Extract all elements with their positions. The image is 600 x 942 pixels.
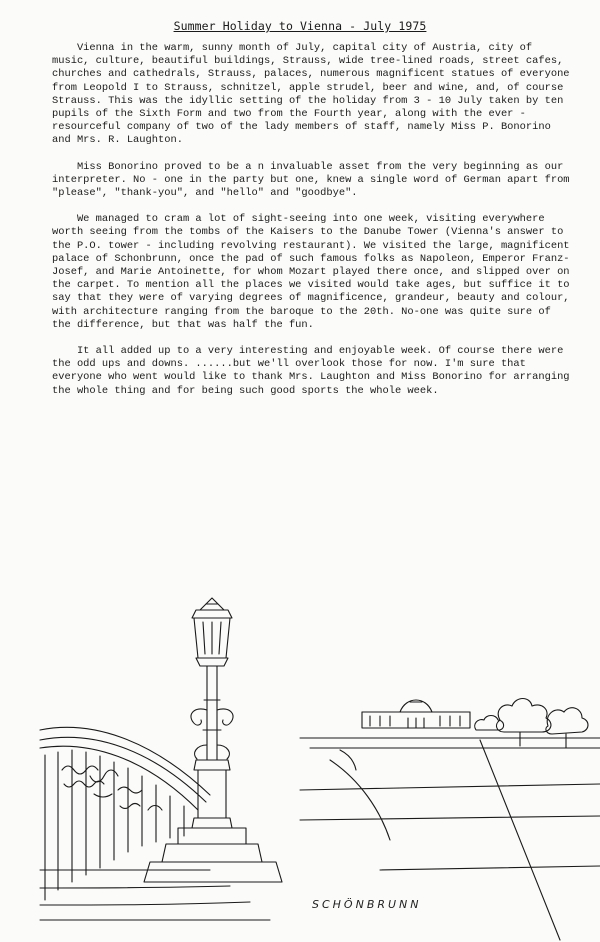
- paragraph-2: Miss Bonorino proved to be a n invaluable asset from the very beginning as our interpreter. No - one in the party but one, knew a single word of German apart from "please", "thank-you", and "hello" and "goodbye".: [52, 160, 570, 200]
- schonbrunn-sketch: [0, 570, 600, 942]
- lamp-post-drawing: [144, 598, 282, 882]
- paragraph-4: It all added up to a very interesting and enjoyable week. Of course there were the odd ups and downs. ......but we'll overlook those for now. I'm sure that everyone who went would like to thank Mrs. Laughton and Miss Bonorino for arranging the whole thing and for being such good sports the whole week.: [52, 345, 570, 397]
- paragraph-3: We managed to cram a lot of sight-seeing into one week, visiting everywhere worth seeing from the tombs of the Kaisers to the Danube Tower (Vienna's answer to the P.O. tower - including revolving restaurant). We visited the large, magnificent palace of Schonbrunn, once the pad of such famous folks as Napoleon, Emperor Franz-Josef, and Marie Antoinette, for whom Mozart played there once, and slipped over on the carpet. To mention all the places we visited would take ages, but suffice it to say that they were of varying degrees of magnificence, grandeur, beauty and colour, with architecture ranging from the baroque to the 20th. No-one was quite sure of the difference, but that was half the fun.: [52, 213, 570, 331]
- document-body: [52, 42, 570, 411]
- balustrade-drawing: [40, 727, 270, 920]
- paragraph-1: Vienna in the warm, sunny month of July, capital city of Austria, city of music, culture, beautiful buildings, Strauss, wide tree-lined roads, street cafes, churches and cathedrals, Strauss, palaces, numerous magnificent statues of everyone from Leopold I to Strauss, schnitzel, apple strudel, beer and wine, and, of course Strauss. This was the idyllic setting of the holiday from 3 - 10 July taken by ten pupils of the Sixth Form and two from the Fourth year, along with the ever - resourceful company of two of the lady members of staff, namely Miss P. Bonorino and Mrs. R. Laughton.: [52, 42, 570, 147]
- palace-drawing: [300, 700, 600, 748]
- trees-drawing: [475, 699, 588, 749]
- document-title: Summer Holiday to Vienna - July 1975: [173, 19, 427, 33]
- sketch-caption: SCHÖNBRUNN: [312, 898, 422, 911]
